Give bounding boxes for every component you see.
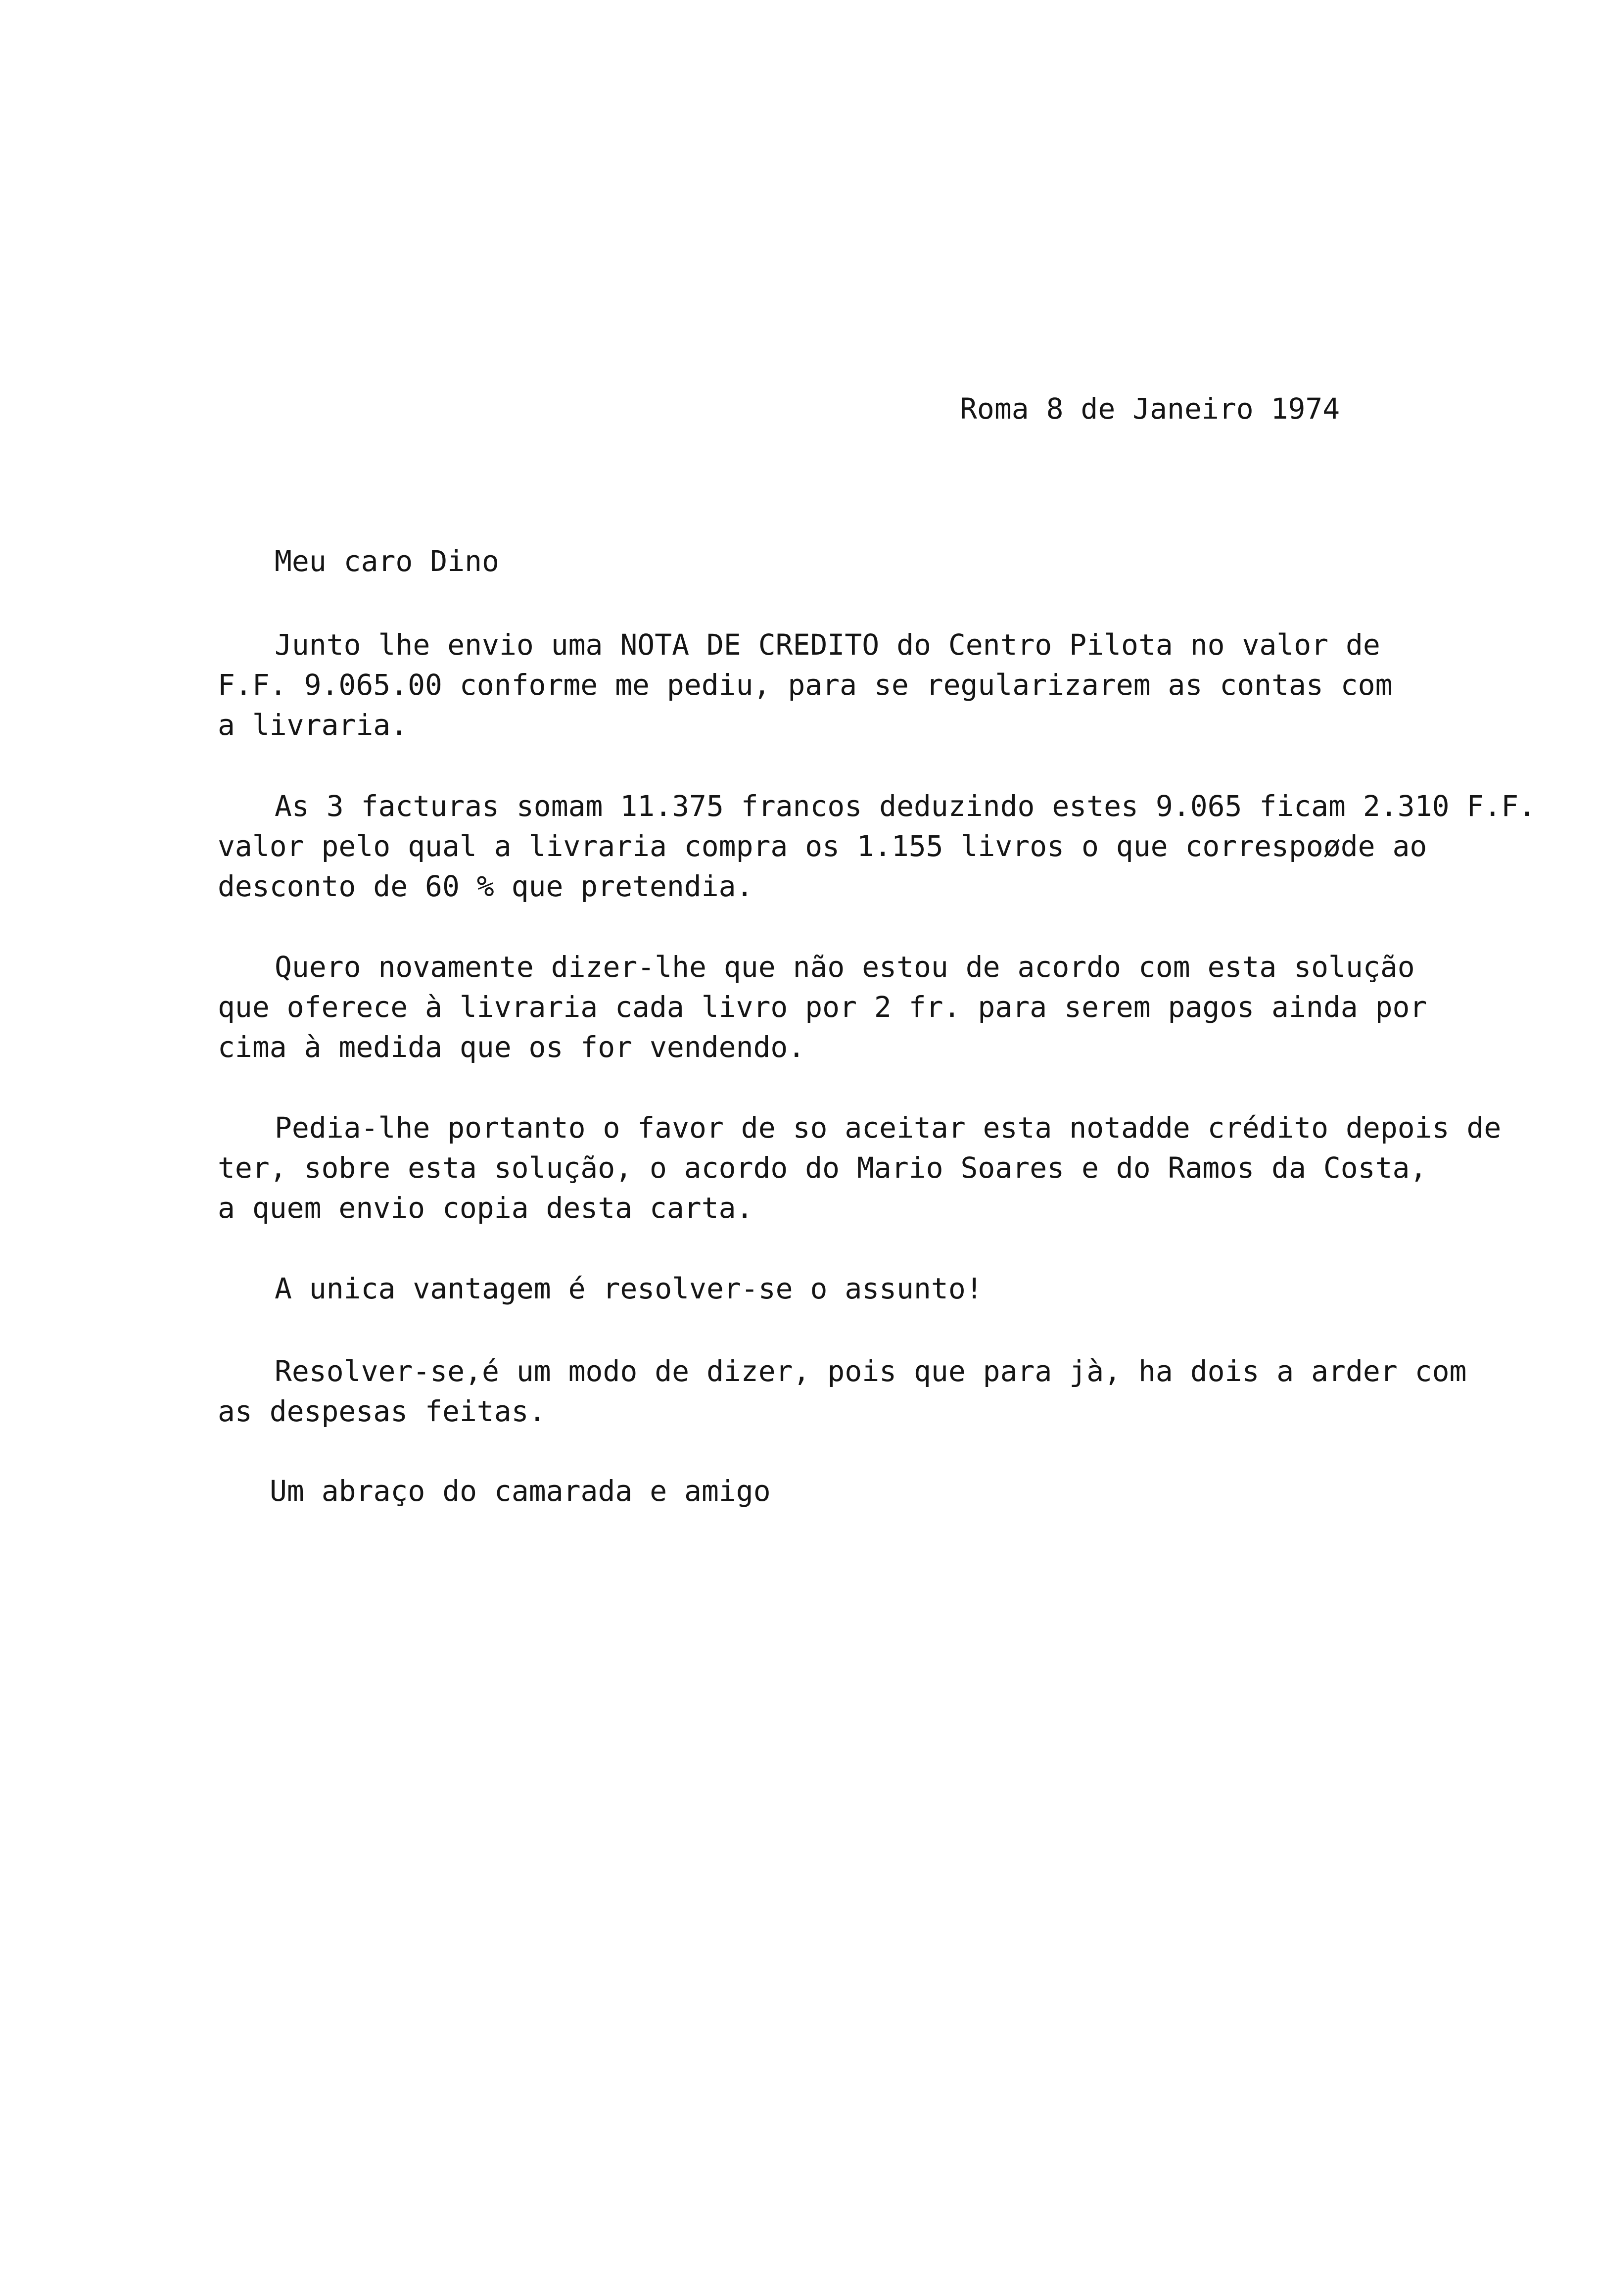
paragraph-disagreement bbox=[218, 947, 1553, 1067]
paragraph-expenses bbox=[218, 1351, 1553, 1432]
paragraph-line: Junto lhe envio uma NOTA DE CREDITO do Centro Pilota no valor de bbox=[275, 628, 1380, 662]
paragraph-line: desconto de 60 % que pretendia. bbox=[218, 869, 753, 903]
paragraph-line: Quero novamente dizer-lhe que não estou de acordo com esta solução bbox=[275, 950, 1415, 984]
paragraph-invoices bbox=[218, 786, 1553, 907]
paragraph-line: Resolver-se,é um modo de dizer, pois que para jà, ha dois a arder com bbox=[275, 1354, 1467, 1388]
paragraph-line: A unica vantagem é resolver-se o assunto! bbox=[275, 1272, 983, 1305]
letter-date: Roma 8 de Janeiro 1974 bbox=[960, 392, 1340, 426]
paragraph-line: a quem envio copia desta carta. bbox=[218, 1191, 753, 1225]
paragraph-line: as despesas feitas. bbox=[218, 1394, 546, 1428]
paragraph-advantage bbox=[218, 1269, 1553, 1309]
paragraph-credit-note bbox=[218, 625, 1553, 745]
paragraph-line: As 3 facturas somam 11.375 francos deduzindo estes 9.065 ficam 2.310 F.F. bbox=[275, 789, 1536, 823]
letter-closing: Um abraço do camarada e amigo bbox=[270, 1474, 771, 1508]
paragraph-line: a livraria. bbox=[218, 708, 408, 742]
letter-greeting: Meu caro Dino bbox=[275, 544, 499, 578]
paragraph-line: valor pelo qual a livraria compra os 1.155 livros o que correspoøde ao bbox=[218, 829, 1427, 863]
paragraph-line: que oferece à livraria cada livro por 2 fr. para serem pagos ainda por bbox=[218, 990, 1427, 1024]
paragraph-request bbox=[218, 1108, 1553, 1228]
paragraph-line: Pedia-lhe portanto o favor de so aceitar esta notadde crédito depois de bbox=[275, 1111, 1502, 1145]
paragraph-line: F.F. 9.065.00 conforme me pediu, para se regularizarem as contas com bbox=[218, 668, 1393, 702]
paragraph-line: ter, sobre esta solução, o acordo do Mario Soares e do Ramos da Costa, bbox=[218, 1151, 1427, 1185]
paragraph-line: cima à medida que os for vendendo. bbox=[218, 1030, 805, 1064]
